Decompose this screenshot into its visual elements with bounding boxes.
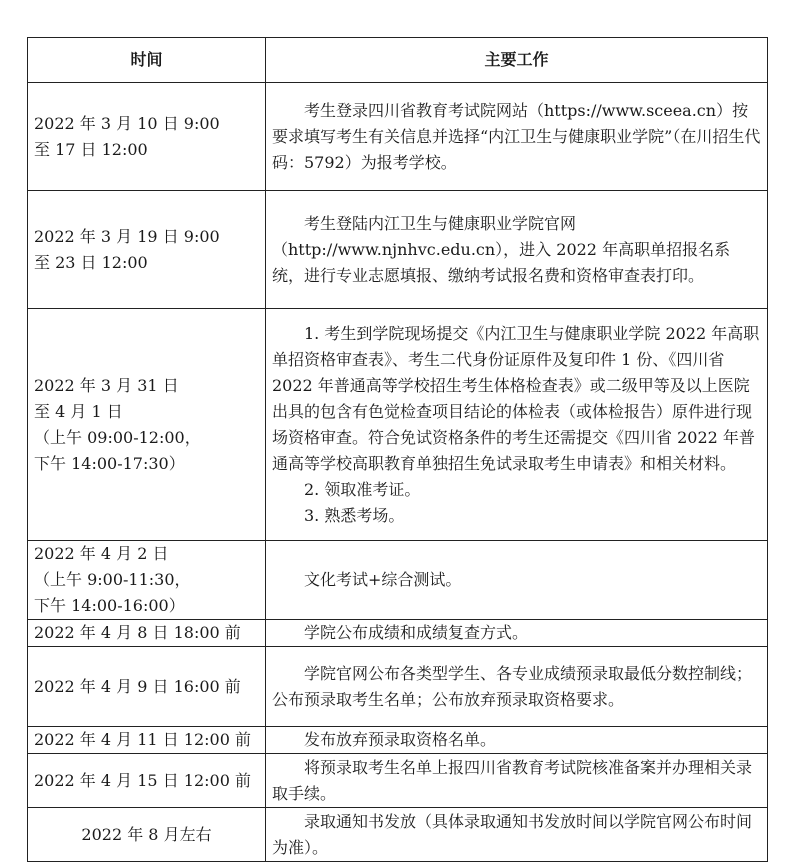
row-work	[266, 83, 768, 191]
work-item: 3. 熟悉考场。	[304, 505, 405, 525]
work-text: 文化考试+综合测试。	[304, 570, 462, 589]
work-text: 将预录取考生名单上报四川省教育考试院核准备案并办理相关录取手续。	[272, 757, 753, 803]
work-text: 发布放弃预录取资格名单。	[304, 730, 497, 749]
work-text: 考生登陆内江卫生与健康职业学院官网（http://www.njnhvc.edu.cn），进入 2022 年高职单招报名系统，进行专业志愿填报、缴纳考试报名费和资格审查表打印。	[272, 213, 731, 285]
work-text: 录取通知书发放（具体录取通知书发放时间以学院官网公布时间为准）。	[272, 811, 753, 857]
row-work	[266, 647, 768, 727]
table-header-row	[28, 38, 768, 83]
work-text: 学院官网公布各类型学生、各专业成绩预录取最低分数控制线；公布预录取考生名单；公布放弃预录取资格要求。	[272, 663, 753, 709]
row-time: 2022 年 4 月 2 日 （上午 9:00-11:30， 下午 14:00-16:00）	[28, 541, 266, 620]
row-work	[266, 309, 768, 541]
table-row	[28, 754, 768, 808]
table-row	[28, 647, 768, 727]
row-work	[266, 620, 768, 647]
row-time: 2022 年 3 月 31 日 至 4 月 1 日 （上午 09:00-12:00， 下午 14:00-17:30）	[28, 309, 266, 541]
column-header-time: 时间	[28, 38, 266, 83]
schedule-table	[27, 37, 768, 862]
row-time: 2022 年 4 月 8 日 18:00 前	[28, 620, 266, 647]
row-work	[266, 727, 768, 754]
row-work	[266, 754, 768, 808]
row-time: 2022 年 4 月 9 日 16:00 前	[28, 647, 266, 727]
work-text: 考生登录四川省教育考试院网站（https://www.sceea.cn）按要求填写考生有关信息并选择“内江卫生与健康职业学院”（在川招生代码：5792）为报考学校。	[272, 100, 761, 172]
work-item: 2. 领取准考证。	[304, 479, 421, 499]
row-work	[266, 541, 768, 620]
table-row	[28, 727, 768, 754]
table-row	[28, 808, 768, 862]
table-row	[28, 83, 768, 191]
work-item: 1. 考生到学院现场提交《内江卫生与健康职业学院 2022 年高职单招资格审查表》、考生二代身份证原件及复印件 1 份、《四川省 2022 年普通高等学校招生考生体格检查表》或二级甲等及以上医院出具的包含有色觉检查项目结论的体检表（或体检报告）原件进行现场资格审查。符合免试资格条件的考生还需提交《四川省 2022 年普通高等学校高职教育单独招生免试录取考生申请表》和相关材料。	[272, 323, 760, 473]
row-time: 2022 年 4 月 15 日 12:00 前	[28, 754, 266, 808]
row-time: 2022 年 3 月 10 日 9:00 至 17 日 12:00	[28, 83, 266, 191]
row-work	[266, 808, 768, 862]
table-row	[28, 309, 768, 541]
work-text: 学院公布成绩和成绩复查方式。	[304, 623, 529, 642]
row-time: 2022 年 3 月 19 日 9:00 至 23 日 12:00	[28, 191, 266, 309]
row-time: 2022 年 8 月左右	[28, 808, 266, 862]
column-header-work: 主要工作	[266, 38, 768, 83]
table-row	[28, 541, 768, 620]
row-work	[266, 191, 768, 309]
table-row	[28, 191, 768, 309]
table-row	[28, 620, 768, 647]
row-time: 2022 年 4 月 11 日 12:00 前	[28, 727, 266, 754]
